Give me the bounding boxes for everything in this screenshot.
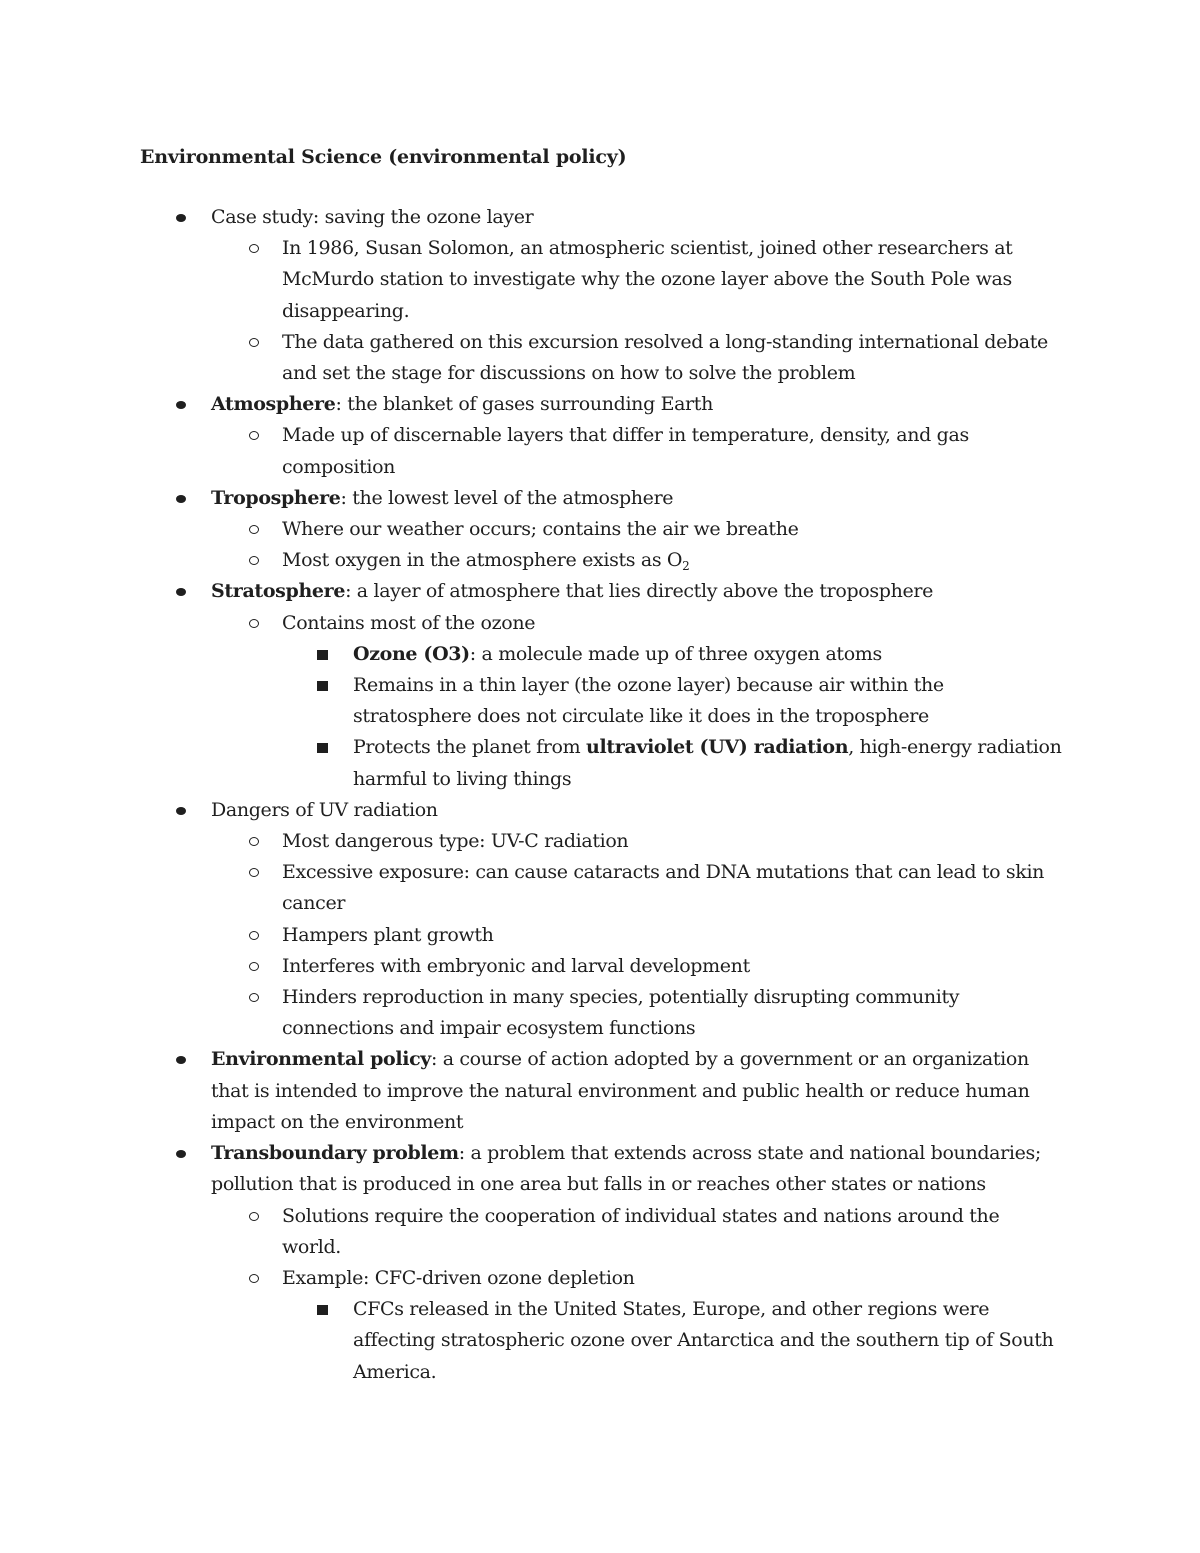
list-item: CFCs released in the United States, Europe, and other regions were affecting stratospheric ozone over Antarctica and the southern tip of South America.	[0, 1294, 1065, 1388]
hollow-circle-bullet-icon	[249, 525, 259, 534]
term-ozone: Ozone (O3)	[353, 642, 470, 665]
list-item: Where our weather occurs; contains the air we breathe	[0, 514, 1052, 545]
term-atmosphere: Atmosphere	[211, 393, 336, 416]
square-bullet-icon	[317, 650, 328, 660]
hollow-circle-bullet-icon	[249, 619, 259, 628]
list-item: Made up of discernable layers that differ in temperature, density, and gas composition	[0, 420, 1052, 482]
filled-circle-bullet-icon	[176, 1056, 186, 1064]
hollow-circle-bullet-icon	[249, 931, 259, 940]
list-item: Hinders reproduction in many species, potentially disrupting community connections and impair ecosystem functions	[0, 982, 1052, 1044]
list-item: Ozone (O3): a molecule made up of three oxygen atoms	[0, 639, 1065, 670]
list-item: Case study: saving the ozone layer	[0, 202, 1041, 233]
notes-list	[0, 202, 1200, 1388]
list-item: In 1986, Susan Solomon, an atmospheric scientist, joined other researchers at McMurdo station to investigate why the ozone layer above the South Pole was disappearing.	[0, 233, 1052, 327]
hollow-circle-bullet-icon	[249, 431, 259, 440]
list-item: Remains in a thin layer (the ozone layer) because air within the stratosphere does not circulate like it does in the troposphere	[0, 670, 1065, 732]
hollow-circle-bullet-icon	[249, 1274, 259, 1283]
filled-circle-bullet-icon	[176, 401, 186, 409]
filled-circle-bullet-icon	[176, 214, 186, 222]
hollow-circle-bullet-icon	[249, 338, 259, 347]
list-item: Excessive exposure: can cause cataracts and DNA mutations that can lead to skin cancer	[0, 857, 1052, 919]
list-item: Environmental policy: a course of action adopted by a government or an organization that is intended to improve the natural environment and public health or reduce human impact on the environment	[0, 1044, 1041, 1138]
term-transboundary-problem: Transboundary problem	[211, 1142, 459, 1165]
list-item: The data gathered on this excursion resolved a long-standing international debate and set the stage for discussions on how to solve the problem	[0, 327, 1052, 389]
list-item: Interferes with embryonic and larval development	[0, 951, 1052, 982]
list-item: Stratosphere: a layer of atmosphere that lies directly above the troposphere	[0, 576, 1041, 607]
hollow-circle-bullet-icon	[249, 868, 259, 877]
filled-circle-bullet-icon	[176, 1150, 186, 1158]
square-bullet-icon	[317, 681, 328, 691]
term-stratosphere: Stratosphere	[211, 580, 346, 603]
list-item: Most dangerous type: UV-C radiation	[0, 826, 1052, 857]
list-item: Contains most of the ozone	[0, 608, 1052, 639]
list-item: Hampers plant growth	[0, 920, 1052, 951]
list-item: Example: CFC-driven ozone depletion	[0, 1263, 1052, 1294]
hollow-circle-bullet-icon	[249, 1212, 259, 1221]
hollow-circle-bullet-icon	[249, 993, 259, 1002]
filled-circle-bullet-icon	[176, 588, 186, 596]
term-environmental-policy: Environmental policy	[211, 1048, 431, 1071]
hollow-circle-bullet-icon	[249, 837, 259, 846]
list-item: Transboundary problem: a problem that extends across state and national boundaries; pollution that is produced in one area but falls in or reaches other states or nations	[0, 1138, 1041, 1200]
list-item: Solutions require the cooperation of individual states and nations around the world.	[0, 1201, 1052, 1263]
hollow-circle-bullet-icon	[249, 244, 259, 253]
square-bullet-icon	[317, 743, 328, 753]
square-bullet-icon	[317, 1305, 328, 1315]
list-item: Atmosphere: the blanket of gases surrounding Earth	[0, 389, 1041, 420]
filled-circle-bullet-icon	[176, 807, 186, 815]
list-item: Protects the planet from ultraviolet (UV) radiation, high-energy radiation harmful to living things	[0, 732, 1065, 794]
term-troposphere: Troposphere	[211, 486, 341, 509]
page-title: Environmental Science (environmental policy)	[140, 146, 627, 168]
list-item: Dangers of UV radiation	[0, 795, 1041, 826]
list-item: Most oxygen in the atmosphere exists as $O_2$	[0, 545, 1052, 576]
list-item: Troposphere: the lowest level of the atmosphere	[0, 483, 1041, 514]
filled-circle-bullet-icon	[176, 495, 186, 503]
hollow-circle-bullet-icon	[249, 962, 259, 971]
hollow-circle-bullet-icon	[249, 556, 259, 565]
term-uv-radiation: ultraviolet (UV) radiation	[586, 736, 849, 759]
